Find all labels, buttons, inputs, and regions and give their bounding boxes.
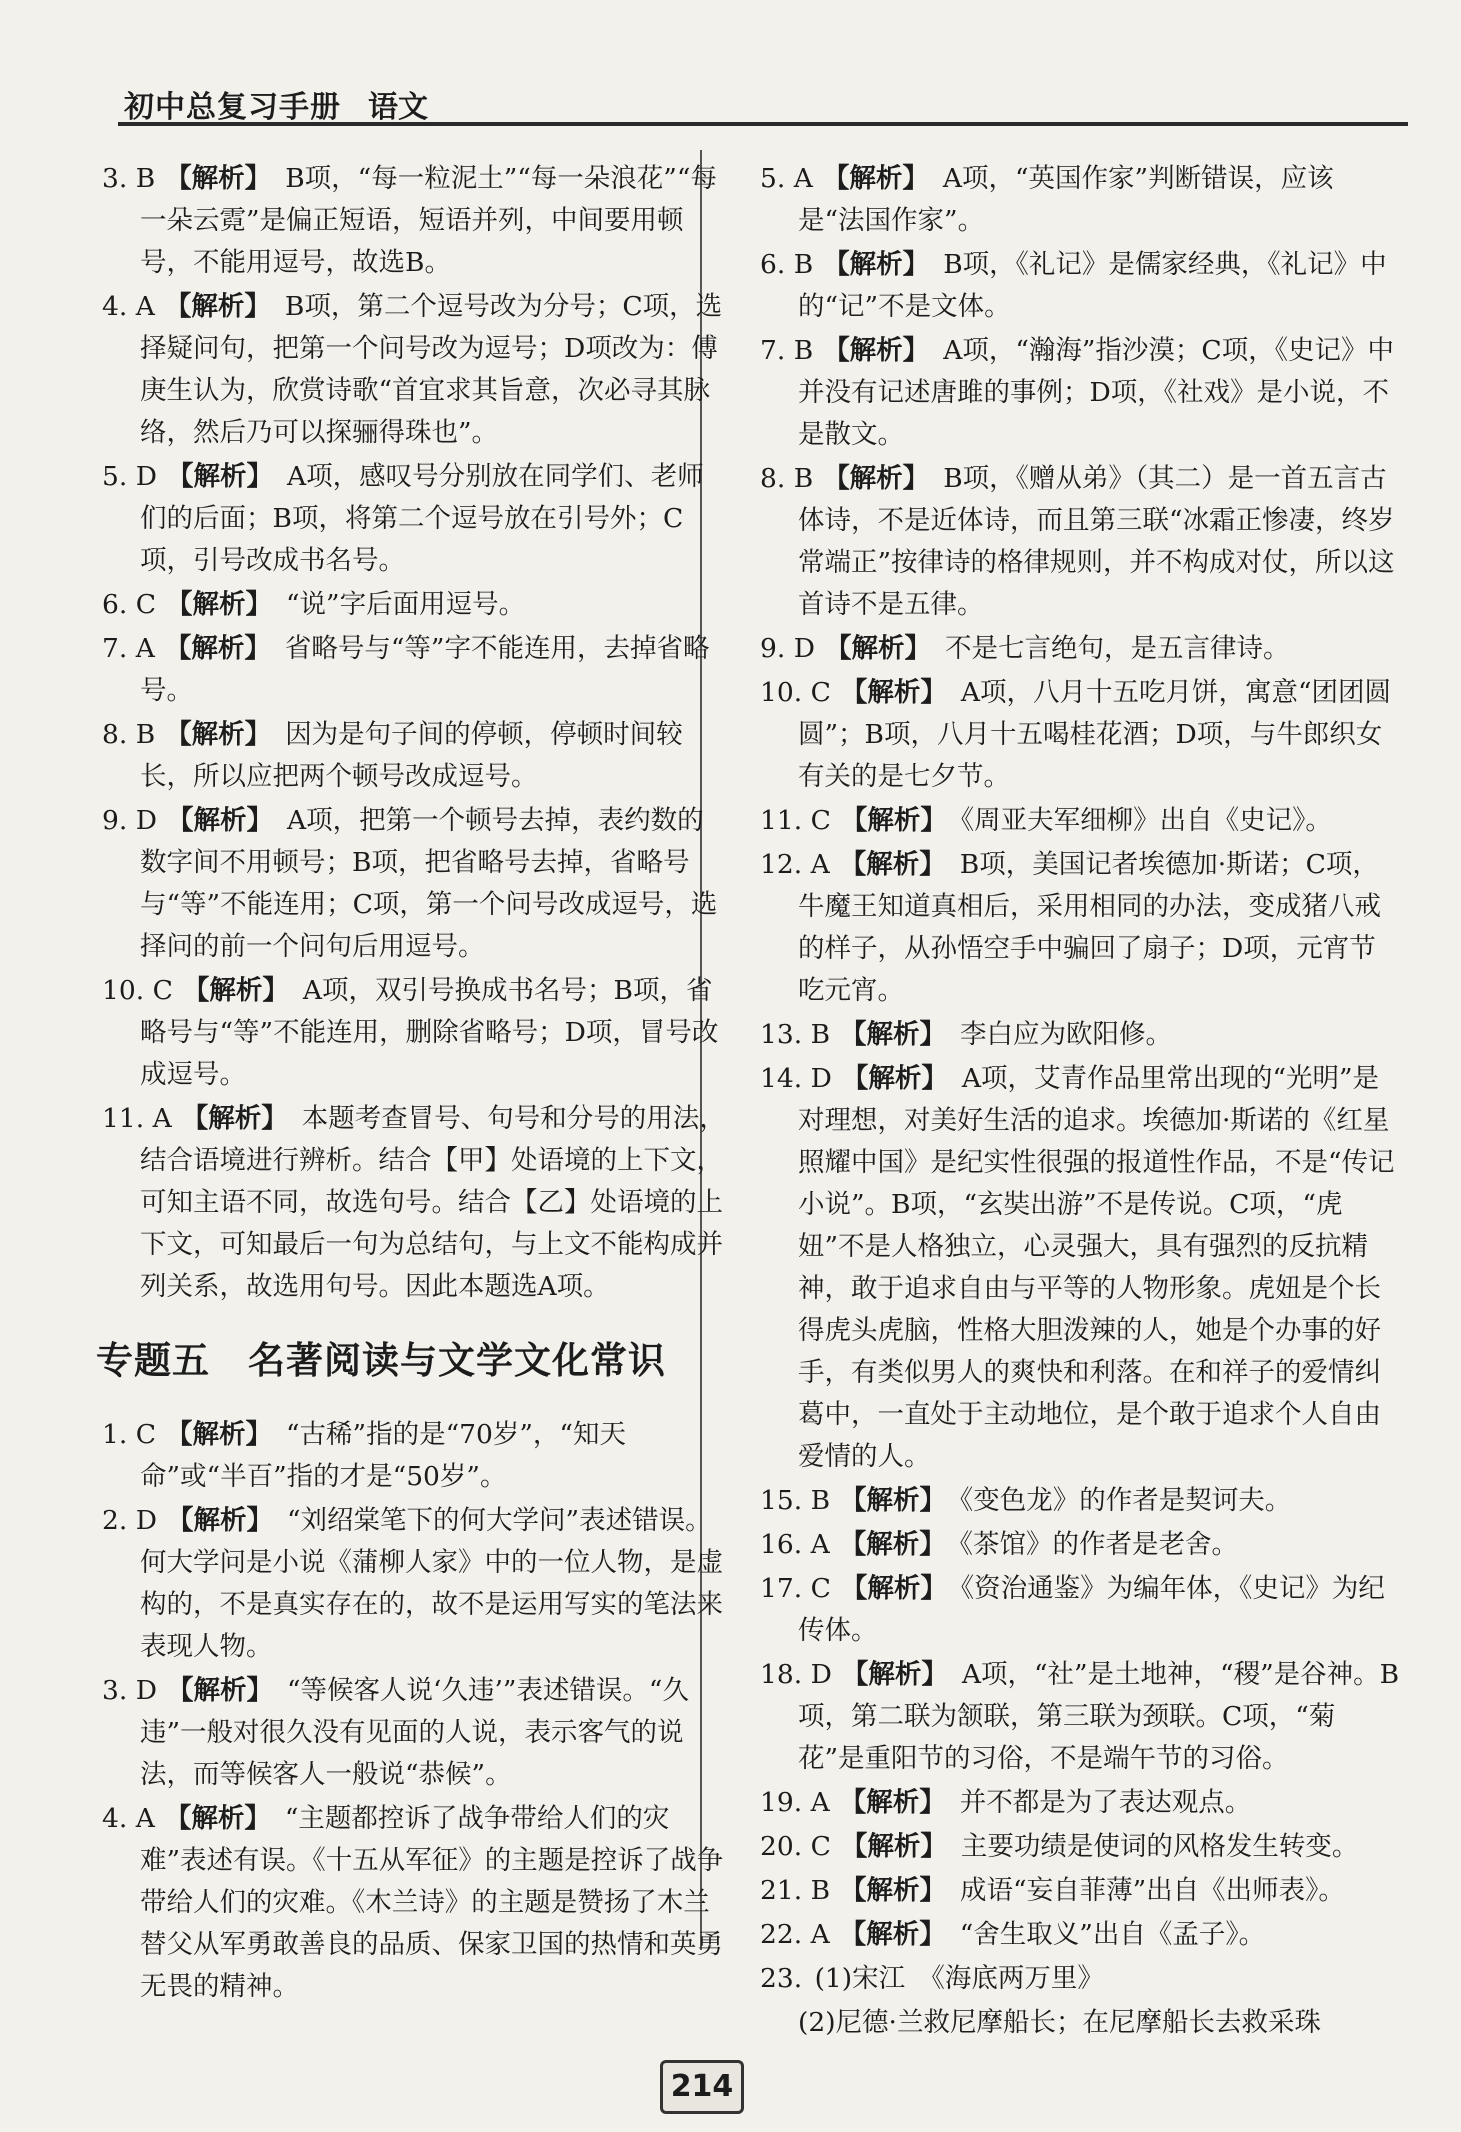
analysis-tag: 【解析】 (840, 677, 947, 708)
page-number: 214 (660, 2060, 744, 2114)
answer-item (760, 844, 1400, 1012)
analysis-tag: 【解析】 (840, 1831, 947, 1862)
analysis-tag: 【解析】 (165, 589, 272, 620)
analysis-tag: 【解析】 (822, 163, 929, 194)
answer-number: 2. D (102, 1505, 157, 1536)
analysis-tag: 【解析】 (839, 1529, 946, 1560)
answer-item (760, 458, 1400, 626)
answer-number: 10. C (102, 975, 173, 1006)
answer-text: “主题都控诉了战争带给人们的灾难”表述有误。《十五从军征》的主题是控诉了战争带给人们的灾难。《木兰诗》的主题是赞扬了木兰替父从军勇敢善良的品质、保家卫国的热情和英勇无畏的精神。 (140, 1803, 724, 2002)
analysis-tag: 【解析】 (839, 849, 946, 880)
answer-item (760, 628, 1400, 670)
analysis-tag: 【解析】 (840, 1485, 947, 1516)
answer-text: (1)宋江 《海底两万里》 (814, 1963, 1104, 1994)
answer-number: 19. A (760, 1787, 830, 1818)
answer-item (102, 1414, 727, 1498)
answer-number: 23. (760, 1963, 803, 1994)
analysis-tag: 【解析】 (166, 1675, 273, 1706)
right-column (760, 158, 1400, 2046)
analysis-tag: 【解析】 (182, 975, 289, 1006)
analysis-tag: 【解析】 (841, 1063, 948, 1094)
answer-text: “等候客人说‘久违’”表述错误。“久违”一般对很久没有见面的人说，表示客气的说法，而等候客人一般说“恭候”。 (140, 1675, 689, 1790)
answer-item (102, 800, 727, 968)
answer-text: “舍生取义”出自《孟子》。 (959, 1919, 1266, 1950)
answer-text: 因为是句子间的停顿，停顿时间较长，所以应把两个顿号改成逗号。 (140, 719, 683, 792)
answer-text: 本题考查冒号、句号和分号的用法，结合语境进行辨析。结合【甲】处语境的上下文，可知主语不同，故选句号。结合【乙】处语境的上下文，可知最后一句为总结句，与上文不能构成并列关系，故选用句号。因此本题选A项。 (140, 1103, 726, 1302)
answer-item (760, 1826, 1400, 1868)
answer-number: 4. A (102, 291, 155, 322)
analysis-tag: 【解析】 (839, 1787, 946, 1818)
answer-item (102, 970, 727, 1096)
subject-label: 语文 (368, 90, 428, 125)
analysis-tag: 【解析】 (840, 1573, 947, 1604)
answer-item (760, 1958, 1400, 2000)
answer-number: 11. C (760, 805, 831, 836)
answer-number: 10. C (760, 677, 831, 708)
analysis-tag: 【解析】 (165, 1419, 272, 1450)
answer-text: 并不都是为了表达观点。 (959, 1787, 1252, 1818)
answer-item (760, 1524, 1400, 1566)
right-answer-list (760, 158, 1400, 2000)
answer-number: 21. B (760, 1875, 831, 1906)
analysis-tag: 【解析】 (166, 1505, 273, 1536)
answer-number: 5. A (760, 163, 813, 194)
answer-number: 13. B (760, 1019, 831, 1050)
answer-number: 8. B (102, 719, 156, 750)
answer-text: B项，《赠从弟》（其二）是一首五言古体诗，不是近体诗，而且第三联“冰霜正惨凄，终岁常端正”按律诗的格律规则，并不构成对仗，所以这首诗不是五律。 (798, 463, 1395, 620)
answer-item (102, 1798, 727, 2008)
analysis-tag: 【解析】 (164, 291, 271, 322)
answer-text: A项，感叹号分别放在同学们、老师们的后面；B项，将第二个逗号放在引号外；C项，引号改成书名号。 (140, 461, 704, 576)
analysis-tag: 【解析】 (165, 163, 272, 194)
answer-text: A项，把第一个顿号去掉，表约数的数字间不用顿号；B项，把省略号去掉，省略号与“等”不能连用；C项，第一个问号改成逗号，选择问的前一个问句后用逗号。 (140, 805, 718, 962)
answer-item (102, 1500, 727, 1668)
answer-item (760, 1480, 1400, 1522)
answer-item (760, 1568, 1400, 1652)
analysis-tag: 【解析】 (840, 805, 947, 836)
answer-text: A项，“英国作家”判断错误，应该是“法国作家”。 (798, 163, 1334, 236)
analysis-tag: 【解析】 (181, 1103, 288, 1134)
analysis-tag: 【解析】 (823, 463, 930, 494)
answer-text: 不是七言绝句，是五言律诗。 (944, 633, 1290, 664)
answer-number: 20. C (760, 1831, 831, 1862)
answer-item (102, 714, 727, 798)
page-header (118, 78, 1408, 126)
answer-number: 15. B (760, 1485, 831, 1516)
section-answer-list (102, 1414, 727, 2008)
answer-number: 5. D (102, 461, 157, 492)
answer-item (760, 1870, 1400, 1912)
answer-item (760, 800, 1400, 842)
answer-item (760, 1014, 1400, 1056)
analysis-tag: 【解析】 (841, 1659, 948, 1690)
answer-item (102, 456, 727, 582)
answer-number: 9. D (102, 805, 157, 836)
answer-text: A项，“瀚海”指沙漠；C项，《史记》中并没有记述唐雎的事例；D项，《社戏》是小说，不是散文。 (798, 335, 1394, 450)
answer-text: A项，八月十五吃月饼，寓意“团团圆圆”；B项，八月十五喝桂花酒；D项，与牛郎织女有关的是七夕节。 (798, 677, 1392, 792)
section-title-text: 名著阅读与文学文化常识 (248, 1339, 666, 1382)
answer-item (760, 1782, 1400, 1824)
answer-number: 1. C (102, 1419, 156, 1450)
answer-number: 9. D (760, 633, 815, 664)
analysis-tag: 【解析】 (823, 249, 930, 280)
analysis-tag: 【解析】 (840, 1019, 947, 1050)
answer-text: A项，艾青作品里常出现的“光明”是对理想，对美好生活的追求。埃德加·斯诺的《红星照耀中国》是纪实性很强的报道性作品，不是“传记小说”。B项，“玄奘出游”不是传说。C项，“虎妞”不是人格独立，心灵强大，具有强烈的反抗精神，敢于追求自由与平等的人物形象。虎妞是个长得虎头虎脑，性格大胆泼辣的人，她是个办事的好手，有类似男人的爽快和利落。在和祥子的爱情纠葛中，一直处于主动地位，是个敢于追求个人自由爱情的人。 (798, 1063, 1395, 1472)
analysis-tag: 【解析】 (165, 719, 272, 750)
answer-number: 7. B (760, 335, 814, 366)
answer-number: 7. A (102, 633, 155, 664)
answer-item (102, 158, 727, 284)
answer-number: 4. A (102, 1803, 155, 1834)
answer-number: 3. D (102, 1675, 157, 1706)
answer-text: A项，“社”是土地神，“稷”是谷神。B项，第二联为颔联，第三联为颈联。C项，“菊花”是重阳节的习俗，不是端午节的习俗。 (798, 1659, 1400, 1774)
answer-text: 《变色龙》的作者是契诃夫。 (960, 1485, 1292, 1516)
answer-text: A项，双引号换成书名号；B项，省略号与“等”不能连用，删除省略号；D项，冒号改成逗号。 (140, 975, 719, 1090)
answer-text: B项，《礼记》是儒家经典，《礼记》中的“记”不是文体。 (798, 249, 1387, 322)
answer-text: 《周亚夫军细柳》出自《史记》。 (960, 805, 1332, 836)
answer-text: B项，第二个逗号改为分号；C项，选择疑问句，把第一个问号改为逗号；D项改为：傅庚生认为，欣赏诗歌“首宜求其旨意，次必寻其脉络，然后乃可以探骊得珠也”。 (140, 291, 723, 448)
answer-text: “刘绍棠笔下的何大学问”表述错误。何大学问是小说《蒲柳人家》中的一位人物，是虚构的，不是真实存在的，故不是运用写实的笔法来表现人物。 (140, 1505, 723, 1662)
analysis-tag: 【解析】 (166, 805, 273, 836)
left-column (96, 158, 727, 2010)
answer-text: 省略号与“等”字不能连用，去掉省略号。 (140, 633, 710, 706)
answer-item (760, 1058, 1400, 1478)
answer-item (102, 1098, 727, 1308)
answer-number: 6. C (102, 589, 156, 620)
analysis-tag: 【解析】 (164, 1803, 271, 1834)
answer-number: 3. B (102, 163, 156, 194)
answer-number: 17. C (760, 1573, 831, 1604)
answer-text: 李白应为欧阳修。 (960, 1019, 1173, 1050)
answer-item (102, 1670, 727, 1796)
answer-number: 14. D (760, 1063, 832, 1094)
book-title: 初中总复习手册 (124, 90, 341, 125)
answer-number: 8. B (760, 463, 814, 494)
answer-text: 成语“妄自菲薄”出自《出师表》。 (960, 1875, 1345, 1906)
answer-number: 22. A (760, 1919, 830, 1950)
answer-item (102, 628, 727, 712)
analysis-tag: 【解析】 (823, 335, 930, 366)
answer-23-part-2: (2)尼德·兰救尼摩船长；在尼摩船长去救采珠 (798, 2007, 1321, 2038)
answer-number: 12. A (760, 849, 830, 880)
answer-item (760, 244, 1400, 328)
left-answer-list (102, 158, 727, 1308)
analysis-tag: 【解析】 (164, 633, 271, 664)
answer-text: “说”字后面用逗号。 (285, 589, 526, 620)
answer-number: 16. A (760, 1529, 830, 1560)
answer-number: 6. B (760, 249, 814, 280)
answer-item (102, 584, 727, 626)
analysis-tag: 【解析】 (840, 1875, 947, 1906)
answer-text: “古稀”指的是“70岁”，“知天命”或“半百”指的才是“50岁”。 (140, 1419, 626, 1492)
answer-item (760, 330, 1400, 456)
answer-text: B项，美国记者埃德加·斯诺；C项，牛魔王知道真相后，采用相同的办法，变成猪八戒的样子，从孙悟空手中骗回了扇子；D项，元宵节吃元宵。 (798, 849, 1381, 1006)
answer-item (760, 1654, 1400, 1780)
analysis-tag: 【解析】 (839, 1919, 946, 1950)
section-heading (96, 1330, 727, 1384)
analysis-tag: 【解析】 (166, 461, 273, 492)
answer-item (760, 158, 1400, 242)
answer-text: 《资治通鉴》为编年体，《史记》为纪传体。 (798, 1573, 1385, 1646)
answer-text: B项，“每一粒泥土”“每一朵浪花”“每一朵云霓”是偏正短语，短语并列，中间要用顿号，不能用逗号，故选B。 (140, 163, 717, 278)
answer-text: 《茶馆》的作者是老舍。 (959, 1529, 1238, 1560)
answer-number: 18. D (760, 1659, 832, 1690)
answer-number: 11. A (102, 1103, 172, 1134)
answer-item (102, 286, 727, 454)
answer-item (760, 1914, 1400, 1956)
section-label: 专题五 (96, 1339, 210, 1382)
answer-item (760, 672, 1400, 798)
analysis-tag: 【解析】 (824, 633, 931, 664)
answer-text: 主要功绩是使词的风格发生转变。 (960, 1831, 1359, 1862)
